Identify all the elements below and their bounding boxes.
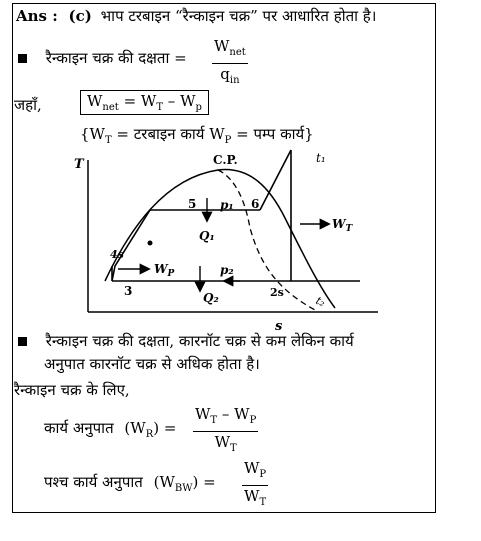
option-label: (c) [68, 7, 92, 25]
for-rankine-label: रैन्काइन चक्र के लिए, [14, 381, 130, 399]
ans-label: Ans : [16, 7, 58, 25]
comparison-line-1 [18, 331, 354, 351]
where-label: जहाँ, [14, 96, 42, 114]
fraction-denominator: $q_{in}$ [220, 65, 240, 86]
efficiency-label: रैन्काइन चक्र की दक्षता = [45, 49, 187, 67]
saturation-dome [105, 170, 335, 308]
cycle-point-dot [148, 241, 153, 246]
rankine-ts-diagram [70, 148, 390, 336]
work-ratio-line: कार्य अनुपात $(W_R)$ = [44, 419, 177, 440]
efficiency-line [18, 48, 187, 68]
answer-header [16, 6, 376, 26]
s-axis-label: s [275, 319, 283, 334]
point-6-label: 6 [251, 197, 260, 211]
answer-statement: भाप टरबाइन “रैन्काइन चक्र” पर आधारित होता है। [100, 7, 377, 25]
work-definitions: {$W_T$ = टरबाइन कार्य $W_P$ = पम्प कार्य} [80, 125, 314, 146]
carnot-dashed-line [218, 170, 315, 310]
wp-label: $W_P$ [154, 262, 175, 279]
efficiency-fraction [212, 36, 248, 91]
point-2s-label: 2s [270, 286, 284, 299]
t2-label: t₂ [313, 293, 328, 310]
back-work-ratio-fraction: $W_P$ $W_T$ [244, 459, 267, 508]
q2-label: Q₂ [203, 291, 219, 305]
work-ratio-fraction: $W_T - W_P$ $W_T$ [195, 405, 257, 454]
comparison-text-1: रैन्काइन चक्र की दक्षता, कारनॉट चक्र से कम लेकिन कार्य [45, 332, 354, 350]
t-axis-label: T [74, 157, 84, 172]
heat-addition-line [112, 210, 260, 281]
p2-label: p₂ [220, 263, 234, 277]
point-5-label: 5 [188, 197, 197, 211]
point-4s-label: 4s [110, 248, 124, 261]
wt-label: $W_T$ [332, 217, 353, 234]
comparison-line-2: अनुपात कारनॉट चक्र से अधिक होता है। [44, 355, 260, 373]
fraction-numerator: $W_{net}$ [214, 37, 246, 58]
bullet-square-icon [18, 337, 27, 346]
wnet-formula-box: $W_{net} = W_T - W_p$ [80, 90, 209, 115]
critical-point-label: C.P. [213, 153, 238, 167]
p1-label: p₁ [220, 198, 234, 212]
bullet-square-icon [18, 54, 27, 63]
t1-label: t₁ [316, 151, 326, 165]
point-3-label: 3 [124, 284, 133, 298]
back-work-ratio-line: पश्च कार्य अनुपात $(W_{BW})$ = [44, 473, 216, 494]
q1-label: Q₁ [199, 229, 215, 243]
